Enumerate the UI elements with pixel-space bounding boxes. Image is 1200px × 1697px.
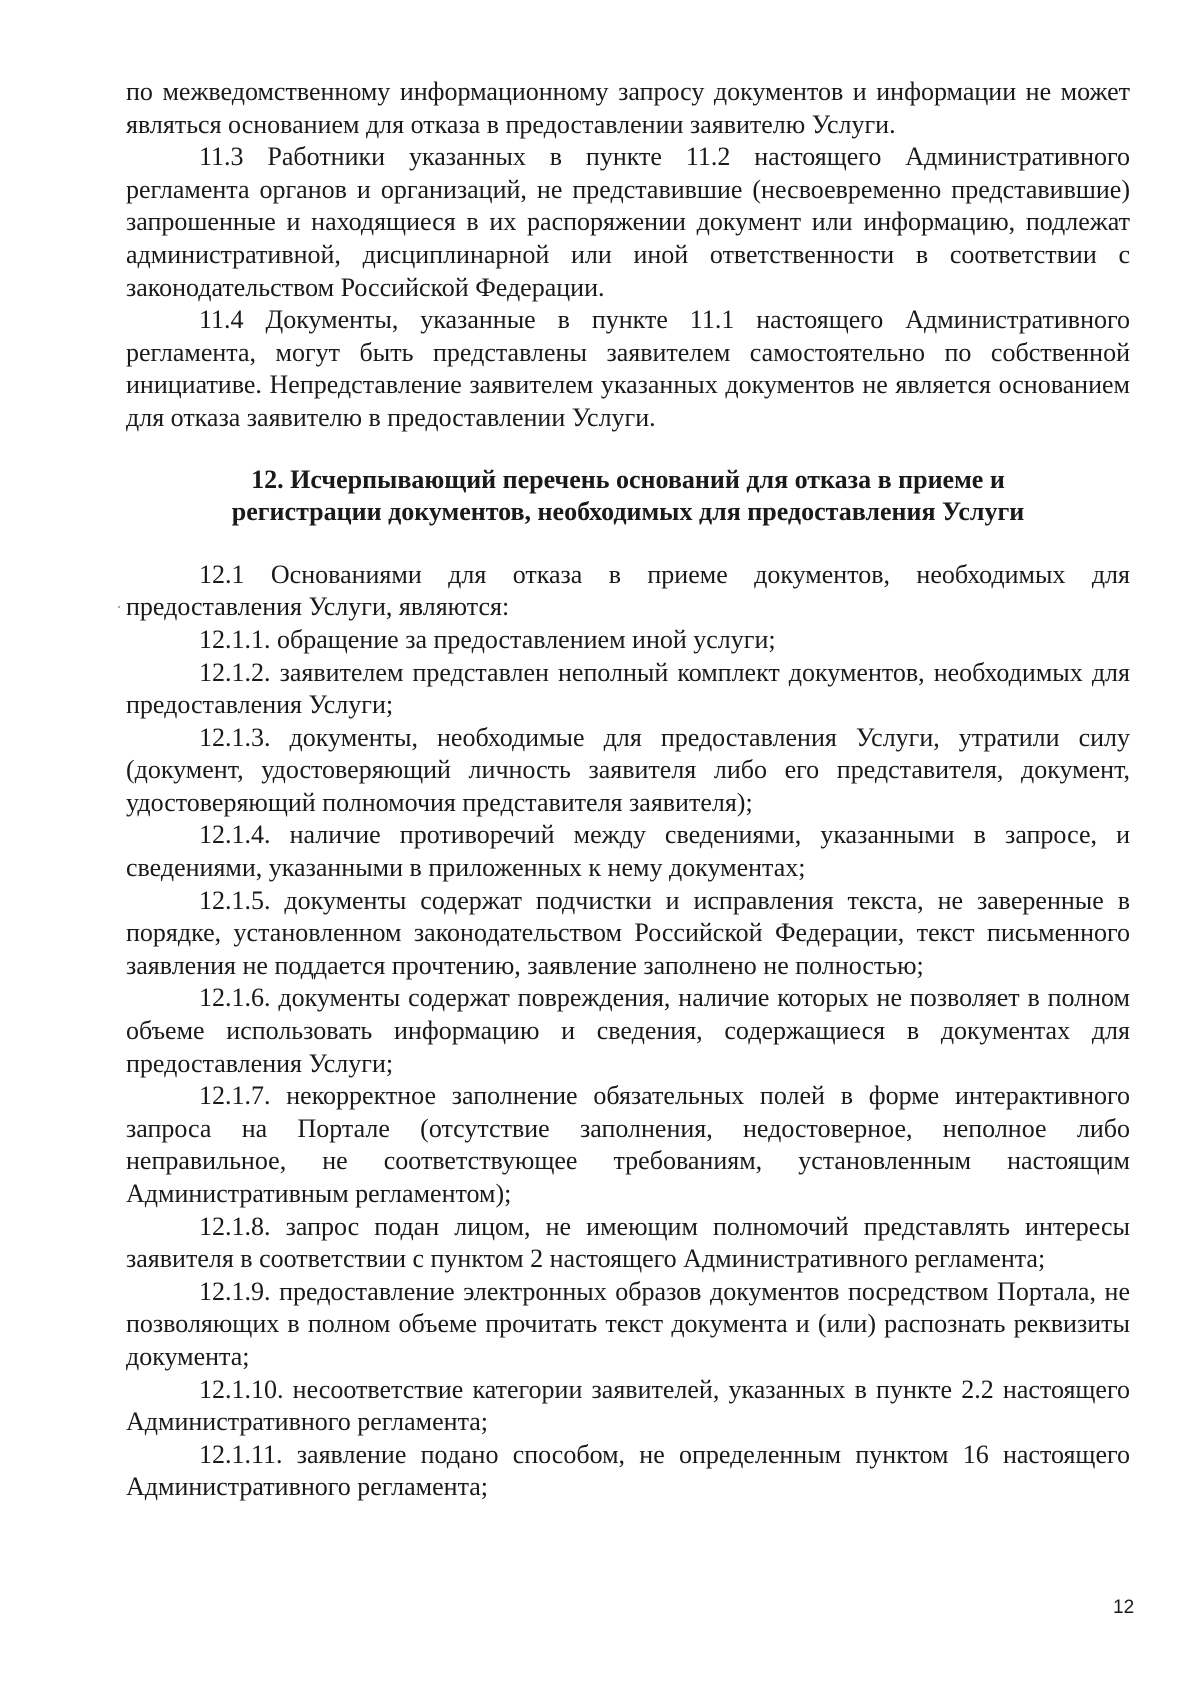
paragraph-12-1: 12.1 Основаниями для отказа в приеме документов, необходимых для предоставления Услуги, являются: — [126, 559, 1130, 622]
section-heading — [126, 464, 1130, 529]
paragraph-12-1-4: 12.1.4. наличие противоречий между сведениями, указанными в запросе, и сведениями, указанными в приложенных к нему документах; — [126, 820, 1130, 883]
page-number: 12 — [1113, 1597, 1135, 1618]
scan-speck — [118, 606, 120, 608]
paragraph-12-1-3: 12.1.3. документы, необходимые для предоставления Услуги, утратили силу (документ, удостоверяющий личность заявителя либо его представителя, документ, удостоверяющий полномочия представителя заявителя); — [126, 722, 1130, 817]
paragraph-12-1-5: 12.1.5. документы содержат подчистки и исправления текста, не заверенные в порядке, установленном законодательством Российской Федерации, текст письменного заявления не поддается прочтению, заявление заполнено не полностью; — [126, 885, 1130, 980]
paragraph-12-1-6: 12.1.6. документы содержат повреждения, наличие которых не позволяет в полном объеме использовать информацию и сведения, содержащиеся в документах для предоставления Услуги; — [126, 983, 1130, 1078]
paragraph-12-1-1: 12.1.1. обращение за предоставлением иной услуги; — [199, 624, 776, 654]
paragraph-12-1-8: 12.1.8. запрос подан лицом, не имеющим полномочий представлять интересы заявителя в соответствии с пунктом 2 настоящего Административного регламента; — [126, 1211, 1130, 1274]
paragraph-12-1-11: 12.1.11. заявление подано способом, не определенным пунктом 16 настоящего Административного регламента; — [126, 1439, 1130, 1502]
paragraph-12-1-2: 12.1.2. заявителем представлен неполный комплект документов, необходимых для предоставления Услуги; — [126, 657, 1130, 720]
paragraph-12-1-7: 12.1.7. некорректное заполнение обязательных полей в форме интерактивного запроса на Портале (отсутствие заполнения, недостоверное, неполное либо неправильное, не соответствующее требованиям, установленным настоящим Административным регламентом); — [126, 1081, 1130, 1208]
paragraph-11-3: 11.3 Работники указанных в пункте 11.2 настоящего Административного регламента органов и организаций, не представившие (несвоевременно представившие) запрошенные и находящиеся в их распоряжении документ или информацию, подлежат административной, дисциплинарной или иной ответственности в соответствии с законодательством Российской Федерации. — [126, 142, 1130, 302]
paragraph-11-4: 11.4 Документы, указанные в пункте 11.1 настоящего Административного регламента, могут быть представлены заявителем самостоятельно по собственной инициативе. Непредставление заявителем указанных документов не является основанием для отказа заявителю в предоставлении Услуги. — [126, 305, 1130, 432]
paragraph-12-1-10: 12.1.10. несоответствие категории заявителей, указанных в пункте 2.2 настоящего Административного регламента; — [126, 1374, 1130, 1437]
paragraphs-before-heading — [126, 76, 1130, 435]
paragraph-12-1-9: 12.1.9. предоставление электронных образов документов посредством Портала, не позволяющих в полном объеме прочитать текст документа и (или) распознать реквизиты документа; — [126, 1276, 1130, 1371]
section-heading-line-2: регистрации документов, необходимых для предоставления Услуги — [231, 497, 1025, 527]
document-body — [126, 76, 1130, 1504]
paragraph-11-2-end: по межведомственному информационному запросу документов и информации не может являться основанием для отказа в предоставлении заявителю Услуги. — [126, 77, 1130, 139]
paragraphs-after-heading — [126, 559, 1130, 1504]
section-heading-line-1: 12. Исчерпывающий перечень оснований для отказа в приеме и — [251, 464, 1005, 494]
